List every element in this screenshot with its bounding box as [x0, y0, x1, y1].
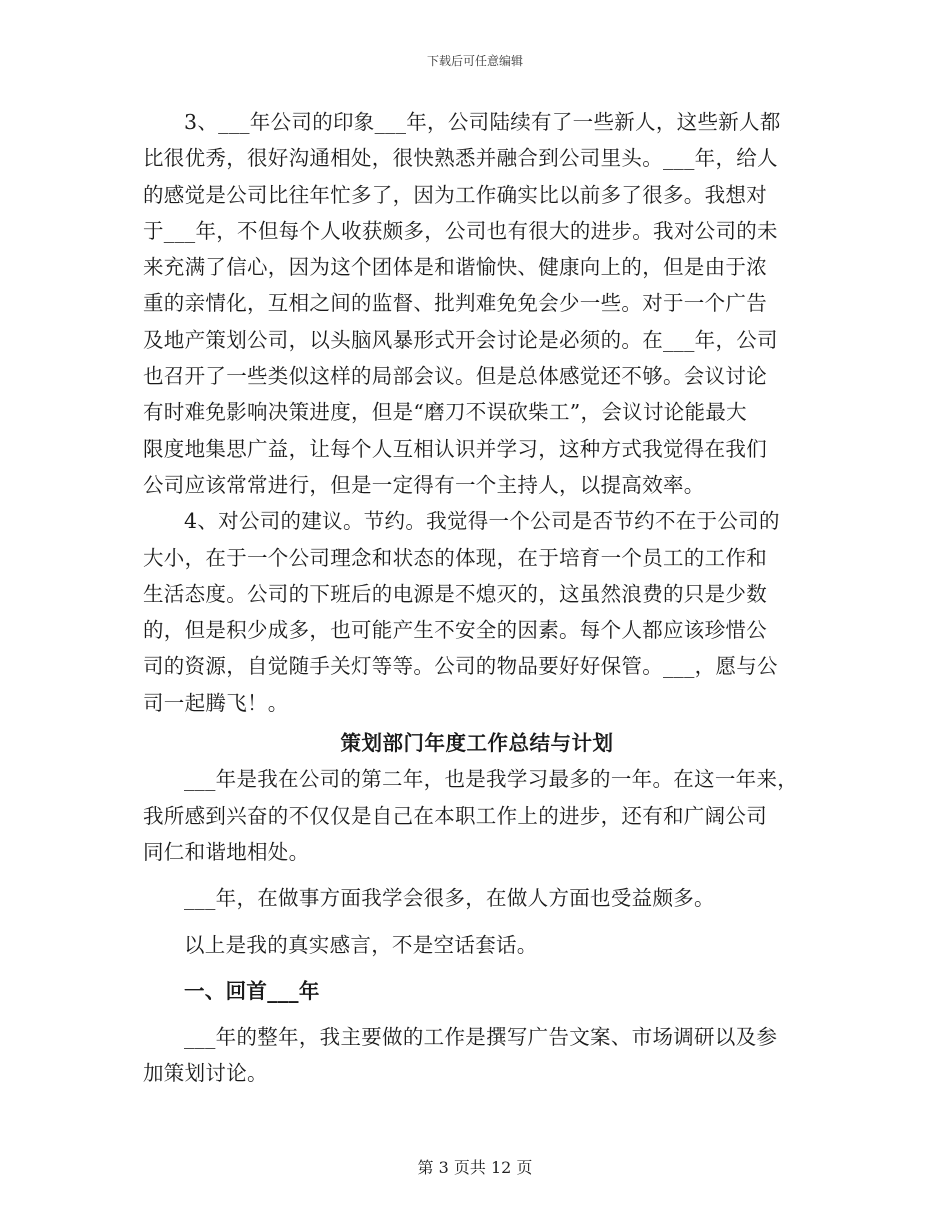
heading-text: 一、回首___年	[184, 978, 320, 1003]
text-line: 我所感到兴奋的不仅仅是自己在本职工作上的进步，还有和广阔公司	[143, 803, 767, 828]
text-line: 生活态度。公司的下班后的电源是不熄灭的，这虽然浪费的只是少数	[143, 581, 767, 606]
page-footer: 第 3 页共 12 页	[417, 1158, 533, 1177]
text-line: 司一起腾飞！。	[143, 690, 289, 715]
section-3-paragraph	[143, 104, 811, 503]
text-line: 同仁和谐地相处。	[143, 839, 310, 864]
text-line: ___年，在做事方面我学会很多，在做人方面也受益颇多。	[184, 886, 715, 911]
text-line: 的，但是积少成多，也可能产生不安全的因素。每个人都应该珍惜公	[143, 618, 767, 643]
paragraph-gap	[143, 917, 811, 927]
text-line: 大小，在于一个公司理念和状态的体现，在于培育一个员工的工作和	[143, 545, 767, 570]
text-line: 3、___年公司的印象___年，公司陆续有了一些新人，这些新人都	[184, 110, 781, 134]
text-line: 来充满了信心，因为这个团体是和谐愉快、健康向上的，但是由于浓	[143, 255, 767, 280]
text-line: 加策划讨论。	[143, 1061, 268, 1086]
section-4-paragraph	[143, 503, 811, 721]
text-line: 于___年，不但每个人收获颇多，公司也有很大的进步。我对公司的未	[143, 218, 778, 243]
page-header: 下载后可任意编辑	[426, 54, 523, 68]
text-line: 比很优秀，很好沟通相处，很快熟悉并融合到公司里头。___年，给人	[143, 146, 778, 171]
text-line: 有时难免影响决策进度，但是“磨刀不误砍柴工”，会议讨论能最大	[143, 400, 747, 425]
text-line: 限度地集思广益，让每个人互相认识并学习，这种方式我觉得在我们	[143, 436, 767, 461]
paragraph-3	[143, 927, 811, 963]
text-line: 也召开了一些类似这样的局部会议。但是总体感觉还不够。会议讨论	[143, 364, 767, 389]
text-line: 公司应该常常进行，但是一定得有一个主持人，以提高效率。	[143, 472, 705, 497]
document-body	[143, 104, 811, 1092]
text-line: 重的亲情化，互相之间的监督、批判难免免会少一些。对于一个广告	[143, 291, 767, 316]
text-line: 司的资源，自觉随手关灯等等。公司的物品要好好保管。___，愿与公	[143, 654, 778, 679]
text-line: 的感觉是公司比往年忙多了，因为工作确实比以前多了很多。我想对	[143, 182, 767, 207]
paragraph-4	[143, 1019, 811, 1092]
intro-paragraph	[143, 761, 811, 870]
paragraph-2	[143, 880, 811, 916]
paragraph-gap	[143, 963, 811, 973]
paragraph-gap	[143, 1009, 811, 1019]
paragraph-gap	[143, 870, 811, 880]
text-line: 4、对公司的建议。节约。我觉得一个公司是否节约不在于公司的	[184, 509, 780, 534]
text-line: ___年的整年，我主要做的工作是撰写广告文案、市场调研以及参	[184, 1025, 778, 1050]
section-heading-1	[143, 973, 811, 1009]
text-line: 以上是我的真实感言，不是空话套话。	[184, 932, 538, 957]
text-line: ___年是我在公司的第二年，也是我学习最多的一年。在这一年来，	[184, 767, 799, 792]
text-line: 及地产策划公司，以头脑风暴形式开会讨论是必须的。在___年，公司	[143, 327, 778, 352]
document-title: 策划部门年度工作总结与计划	[340, 731, 614, 756]
